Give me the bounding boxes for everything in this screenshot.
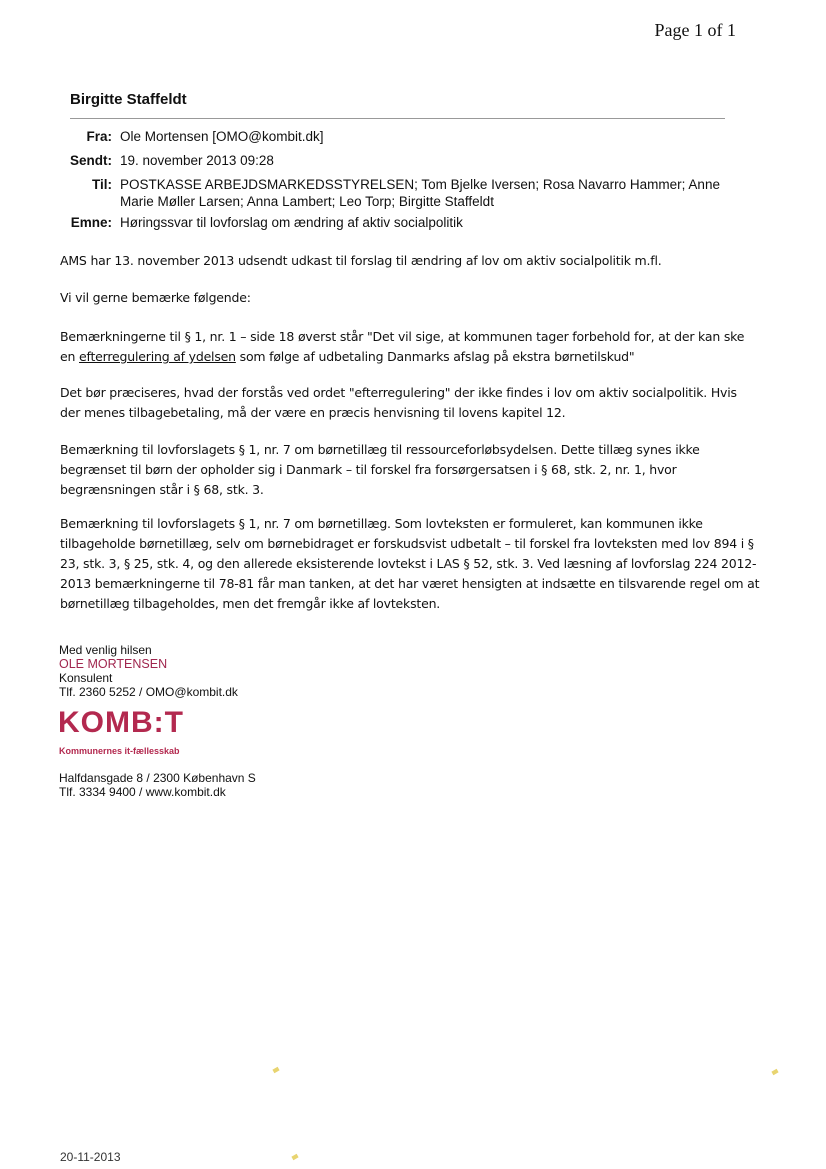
to-label: Til: <box>92 177 112 192</box>
body-text-3a: Bemærkningerne til § 1, nr. 1 – side 18 øverst står "Det vil sige, at kommunen tager forbehold for, at der kan ske en <box>60 329 745 364</box>
heading-divider <box>70 118 725 119</box>
subject-value: Høringssvar til lovforslag om ændring af aktiv socialpolitik <box>120 215 463 230</box>
scan-speck <box>272 1067 279 1073</box>
body-text-1: AMS har 13. november 2013 udsendt udkast til forslag til ændring af lov om aktiv socialpolitik m.fl. <box>60 253 662 268</box>
sender-heading: Birgitte Staffeldt <box>70 91 187 108</box>
body-paragraph-1 <box>60 251 760 271</box>
sent-label: Sendt: <box>70 153 112 168</box>
scan-speck <box>291 1154 298 1160</box>
signature-block <box>59 643 238 699</box>
body-text-6: Bemærkning til lovforslagets § 1, nr. 7 om børnetillæg. Som lovteksten er formuleret, kan kommunen ikke tilbageholde børnetillæg, selv om børnebidraget er forskudsvist udbetalt – til forskel fra lovteksten med lov 894 i § 23, stk. 3, § 25, stk. 4, og den allerede eksisterende lovtekst i LAS § 52, stk. 3. Ved læsning af lovforslag 224 2012-2013 bemærkningerne til 78-81 får man tanken, at det har været hensigten at indsætte en tilsvarende regel om at børnetillæg tilbageholdes, men det fremgår ikke af lovteksten. <box>60 516 760 611</box>
kombit-logo: KOMB:T <box>58 706 184 739</box>
sent-value: 19. november 2013 09:28 <box>120 153 274 168</box>
kombit-tagline: Kommunernes it-fællesskab <box>59 746 180 756</box>
address-line: Halfdansgade 8 / 2300 København S <box>59 771 256 785</box>
subject-label: Emne: <box>70 215 112 230</box>
body-text-5: Bemærkning til lovforslagets § 1, nr. 7 om børnetillæg til ressourceforløbsydelsen. Dette tillæg synes ikke begrænset til børn der opholder sig i Danmark – til forskel fra forsørgersatsen i § 68, stk. 2, nr. 1, hvor begrænsningen står i § 68, stk. 3. <box>60 442 700 497</box>
body-text-3b: som følge af udbetaling Danmarks afslag på ekstra børnetilskud" <box>235 349 635 364</box>
from-value: Ole Mortensen [OMO@kombit.dk] <box>120 129 324 144</box>
body-paragraph-6 <box>60 514 760 614</box>
body-paragraph-4 <box>60 383 760 423</box>
phone-web-line: Tlf. 3334 9400 / www.kombit.dk <box>59 785 226 799</box>
body-paragraph-2 <box>60 288 760 308</box>
greeting: Med venlig hilsen <box>59 643 152 657</box>
footer-date: 20-11-2013 <box>60 1150 121 1164</box>
signer-contact: Tlf. 2360 5252 / OMO@kombit.dk <box>59 685 238 699</box>
body-text-3 <box>60 327 760 367</box>
from-label: Fra: <box>86 129 112 144</box>
body-text-4: Det bør præciseres, hvad der forstås ved ordet "efterregulering" der ikke findes i lov om aktiv socialpolitik. Hvis der menes tilbagebetaling, må der være en præcis henvisning til lovens kapitel 12. <box>60 385 737 420</box>
scan-speck <box>771 1069 778 1075</box>
body-paragraph-3 <box>60 327 760 367</box>
page-number: Page 1 of 1 <box>654 20 736 40</box>
signer-name: OLE MORTENSEN <box>59 657 168 671</box>
to-value: POSTKASSE ARBEJDSMARKEDSSTYRELSEN; Tom Bjelke Iversen; Rosa Navarro Hammer; Anne Marie Møller Larsen; Anna Lambert; Leo Torp; Birgitte Staffeldt <box>120 177 720 209</box>
body-paragraph-5 <box>60 440 760 500</box>
underlined-phrase: efterregulering af ydelsen <box>79 349 236 364</box>
signer-title: Konsulent <box>59 671 113 685</box>
address-block <box>59 771 256 799</box>
body-text-2: Vi vil gerne bemærke følgende: <box>60 290 251 305</box>
